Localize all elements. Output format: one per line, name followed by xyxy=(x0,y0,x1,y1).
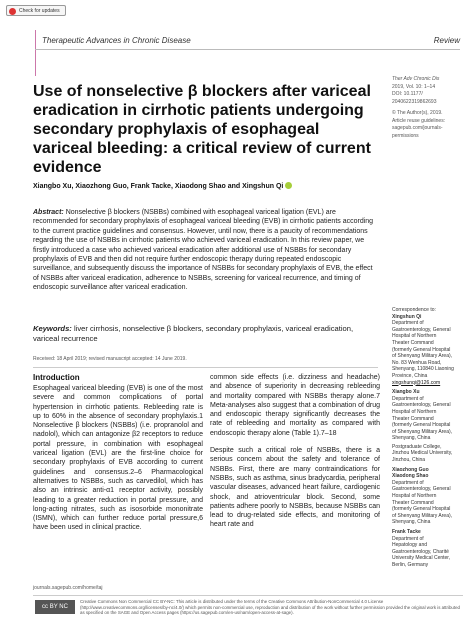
corr-block xyxy=(392,467,470,526)
journal-url[interactable]: journals.sagepub.com/home/taj xyxy=(33,585,103,591)
corr-line: Hepatology and xyxy=(392,542,428,549)
corr-line: Theater Command xyxy=(392,339,434,346)
meta-line[interactable]: sagepub.com/journals- xyxy=(392,125,443,131)
corr-line: of Shenyang Military Area), xyxy=(392,512,453,519)
meta-line: Article reuse guidelines: xyxy=(392,117,446,124)
article-title: Use of nonselective β blockers after variceal eradication in cirrhotic patients undergoing secondary prophylaxis of esophageal variceal bleeding: a critical review of current evidence xyxy=(33,83,371,176)
corr-line: (formerly General Hospital xyxy=(392,506,451,513)
meta-line[interactable]: DOI: 10.1177/ xyxy=(392,91,423,97)
corr-block xyxy=(392,314,470,387)
corr-line: Department of xyxy=(392,535,424,542)
corr-line: No. 83 Wenhua Road, xyxy=(392,359,442,366)
abstract xyxy=(33,208,378,293)
corr-name: Xiaodong Shao xyxy=(392,473,429,480)
article-type: Review xyxy=(433,36,460,45)
author-list xyxy=(33,182,373,190)
orcid-icon[interactable] xyxy=(285,182,292,189)
intro-paragraph: Despite such a critical role of NSBBs, there is a serious concern about the safety and tolerance of NSBBs. First, there are many contraindications for NSBBs, such as asthma, sinus bradycardia, peripheral vascular diseases, advanced heart failure, cardiogenic shock, and atrioventricular block. Second, some patients adhere poorly to NSBBs, because NSBBs can lead to drug-related side effects, and monitoring of heart rate and xyxy=(210,447,380,529)
corr-line: Gastroenterology, General xyxy=(392,402,451,409)
corr-line: Postgraduate College, xyxy=(392,443,442,450)
corr-line: Gastroenterology, General xyxy=(392,486,451,493)
divider xyxy=(33,367,378,368)
corr-line: Department of xyxy=(392,395,424,402)
footer-divider xyxy=(33,595,463,596)
corr-name: Xingshun Qi xyxy=(392,313,422,320)
corr-block xyxy=(392,529,470,569)
corr-line: Province, China xyxy=(392,372,428,379)
corr-line: Gastroenterology, General xyxy=(392,326,451,333)
intro-column-right xyxy=(210,373,380,530)
keywords-label: Keywords: xyxy=(33,324,72,333)
intro-paragraph: common side effects (i.e. dizziness and headache) and absence of superiority in decreasing rebleeding and mortality compared with NSBBs therapy alone.7 Meta-analyses also suggest that a combination of drug and endoscopic therapy significantly decreases the rate of rebleeding and mortality as compared with endoscopic therapy alone (Table 1).7–18 xyxy=(210,374,380,437)
meta-line: Ther Adv Chronic Dis xyxy=(392,76,440,82)
corr-line: Hospital of Northern xyxy=(392,333,437,340)
corr-line: Shenyang, 110840 Liaoning xyxy=(392,366,454,373)
meta-line[interactable]: permissions xyxy=(392,132,419,139)
received-dates: Received: 18 April 2019; revised manuscript accepted: 14 June 2019. xyxy=(33,356,187,362)
corr-block xyxy=(392,389,470,464)
section-heading-introduction: Introduction xyxy=(33,373,80,382)
intro-column-left: Esophageal variceal bleeding (EVB) is one of the most severe and common complications of portal hypertension in cirrhotic patients. Rebleeding rate is up to 60% in the absence of secondary prophylaxis.1 Nonselective β blockers (NSBBs) (i.e. propranolol and nadolol), which can antagonize β2 receptors to reduce portal pressure, in combination with esophageal variceal ligation (EVL) are the first-line choice for secondary prophylaxis of EVB according to current guidelines and consensus.2–6 Pharmacological alternatives to NSBBs, such as carvedilol, which has also an intrinsic anti-α1 receptor activity, possibly leading to a greater reduction in portal pressure, and long-acting nitrates, such as isosorbide mononitrate (ISMN), which can further reduce portal pressure,6 have been used in clinical practice. xyxy=(33,385,203,532)
corr-line: Department of xyxy=(392,320,424,327)
corr-line: Shenyang, China xyxy=(392,519,431,526)
corr-line: Jinzhou Medical University, xyxy=(392,450,453,457)
keywords-text: liver cirrhosis, nonselective β blockers, secondary prophylaxis, variceal eradication, variceal recurrence xyxy=(33,324,354,343)
check-for-updates-label: Check for updates xyxy=(19,8,60,14)
corr-name: Frank Tacke xyxy=(392,529,421,535)
meta-line[interactable]: 2040622319862693 xyxy=(392,98,437,105)
corr-line: University Medical Center, xyxy=(392,555,451,562)
abstract-label: Abstract: xyxy=(33,209,64,216)
correspondence-label: Correspondence to: xyxy=(392,307,436,313)
keywords xyxy=(33,324,378,344)
corr-email[interactable]: xingshunqi@126.com xyxy=(392,379,441,386)
corr-line: Berlin, Germany xyxy=(392,561,429,568)
abstract-text: Nonselective β blockers (NSBBs) combined with esophageal variceal ligation (EVL) are recommended for secondary prophylaxis of esophageal variceal bleeding (EVB) in cirrhotic patients according to the current practice guidelines and consensus. However, until now, there is a paucity of recommendations regarding the use of NSBBs in cirrhotic patients who achieved variceal eradication. In this review paper, we firstly introduced a case who achieved variceal eradication after additional use of NSBBs for secondary prophylaxis of EVB and then did not require further endoscopic therapy during repeated endoscopic surveillance, and subsequently discuss the importance of NSBBs for secondary prophylaxis of EVB, the effect of NSBBs after variceal eradication, adherence to NSBBs, screening for variceal recurrence, and timing of endoscopic surveillance after variceal eradication. xyxy=(33,209,374,292)
cc-license-icon[interactable]: cc BY NC xyxy=(35,600,75,614)
corr-name: Xiaozhong Guo xyxy=(392,466,429,473)
corr-line: (formerly General Hospital xyxy=(392,422,451,429)
corr-line: Shenyang, China xyxy=(392,435,431,442)
corr-line: Theater Command xyxy=(392,415,434,422)
corr-line: of Shenyang Military Area), xyxy=(392,353,453,360)
corr-line: Gastroenterology, Charité xyxy=(392,548,449,555)
corr-line: (formerly General Hospital xyxy=(392,346,451,353)
article-meta xyxy=(392,76,468,140)
corr-line: Department of xyxy=(392,479,424,486)
journal-name: Therapeutic Advances in Chronic Disease xyxy=(42,36,191,45)
update-icon xyxy=(9,8,16,15)
license-text: Creative Commons Non Commercial CC BY-NC: This article is distributed under the terms of the Creative Commons Attribution-NonCommercial 4.0 License (http://www.creativecommons.org/licenses/by-nc/4.0/) which permits non-commercial use, reproduction and distribution of the work without further permission provided the original work is attributed as specified on the SAGE and Open Access pages (https://us.sagepub.com/en-us/nam/open-access-at-sage). xyxy=(80,599,460,616)
meta-line: © The Author(s), 2019. xyxy=(392,110,443,116)
corr-line: Theater Command xyxy=(392,499,434,506)
meta-line: 2019, Vol. 10: 1–14 xyxy=(392,83,436,90)
author-names: Xiangbo Xu, Xiaozhong Guo, Frank Tacke, Xiaodong Shao and Xingshun Qi xyxy=(33,183,284,190)
corr-line: Jinzhou, China xyxy=(392,457,426,464)
corr-line: Hospital of Northern xyxy=(392,493,437,500)
correspondence xyxy=(392,307,470,569)
corr-line: of Shenyang Military Area), xyxy=(392,428,453,435)
corr-name: Xiangbo Xu xyxy=(392,389,420,396)
corr-line: Hospital of Northern xyxy=(392,408,437,415)
check-for-updates-badge[interactable] xyxy=(6,5,66,16)
